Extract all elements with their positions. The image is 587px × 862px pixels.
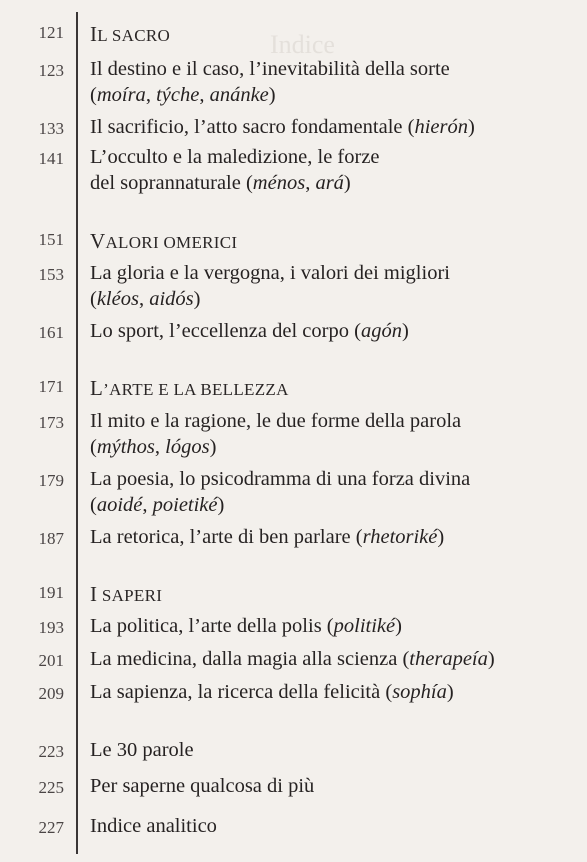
section-initial: I bbox=[90, 22, 98, 46]
section-title bbox=[90, 375, 570, 403]
page-number: 225 bbox=[38, 778, 64, 797]
punct: ( bbox=[90, 288, 97, 310]
term-separator: , bbox=[145, 84, 157, 106]
section-title bbox=[90, 228, 570, 256]
entry-line-1: La politica, l’arte della polis ( bbox=[90, 615, 334, 637]
entry-line-1: La poesia, lo psicodramma di una forza divina bbox=[90, 468, 471, 490]
toc-divider-line bbox=[76, 12, 78, 854]
section-initial: V bbox=[90, 229, 106, 253]
section-title bbox=[90, 21, 570, 49]
greek-term: aoidé bbox=[96, 494, 143, 516]
entry-title bbox=[90, 408, 570, 460]
entry-line-1: Il destino e il caso, l’inevitabilità della sorte bbox=[90, 58, 450, 80]
page-number: 121 bbox=[38, 23, 64, 42]
entry-line-1: Per saperne qualcosa di più bbox=[90, 775, 315, 797]
greek-term: politiké bbox=[333, 615, 396, 637]
page-number: 123 bbox=[38, 61, 64, 80]
punct: ) bbox=[437, 526, 445, 548]
page-number: 133 bbox=[38, 119, 64, 138]
punct: ( bbox=[90, 494, 97, 516]
punct: ) bbox=[268, 84, 276, 106]
punct: ) bbox=[343, 172, 351, 194]
page-number: 209 bbox=[38, 684, 64, 703]
punct: ) bbox=[217, 494, 225, 516]
section-rest: ’ARTE E LA BELLEZZA bbox=[103, 380, 289, 399]
entry-title bbox=[90, 260, 570, 312]
term-separator: , bbox=[199, 84, 210, 106]
greek-term: hierón bbox=[414, 116, 468, 138]
greek-term: anánke bbox=[209, 84, 269, 106]
punct: ) bbox=[193, 288, 201, 310]
greek-term: mýthos bbox=[96, 436, 155, 458]
entry-line-1: La medicina, dalla magia alla scienza ( bbox=[90, 648, 410, 670]
greek-term: moíra bbox=[96, 84, 146, 106]
greek-term: aidós bbox=[149, 288, 194, 310]
greek-term: therapeía bbox=[409, 648, 488, 670]
greek-term: sophía bbox=[392, 681, 447, 703]
punct: ) bbox=[401, 320, 409, 342]
page-number: 173 bbox=[38, 413, 64, 432]
page-number: 179 bbox=[38, 471, 64, 490]
entry-line-1: Lo sport, l’eccellenza del corpo ( bbox=[90, 320, 361, 342]
entry-line-1: La retorica, l’arte di ben parlare ( bbox=[90, 526, 363, 548]
punct: ) bbox=[395, 615, 402, 637]
entry-line-1: L’occulto e la maledizione, le forze bbox=[90, 146, 380, 168]
section-rest: ALORI OMERICI bbox=[105, 233, 238, 252]
page-number: 171 bbox=[38, 377, 64, 396]
entry-title bbox=[90, 318, 570, 344]
page-number: 161 bbox=[38, 323, 64, 342]
entry-line-1: Il sacrificio, l’atto sacro fondamentale ( bbox=[90, 116, 415, 138]
section-rest: L SACRO bbox=[97, 26, 171, 45]
term-separator: , bbox=[305, 172, 316, 194]
entry-title bbox=[90, 679, 570, 705]
entry-line-1: Il mito e la ragione, le due forme della parola bbox=[90, 410, 462, 432]
greek-term: kléos bbox=[96, 288, 139, 310]
page-number: 151 bbox=[38, 230, 64, 249]
punct: ) bbox=[209, 436, 217, 458]
page-number: 193 bbox=[38, 618, 64, 637]
entry-title bbox=[90, 466, 570, 518]
entry-title bbox=[90, 813, 570, 839]
page-number: 201 bbox=[38, 651, 64, 670]
section-title bbox=[90, 581, 570, 609]
greek-term: poietiké bbox=[152, 494, 218, 516]
entry-title bbox=[90, 524, 570, 550]
entry-line-1: La sapienza, la ricerca della felicità ( bbox=[90, 681, 393, 703]
entry-title bbox=[90, 737, 570, 763]
punct: ) bbox=[467, 116, 475, 138]
punct: ) bbox=[487, 648, 495, 670]
entry-title bbox=[90, 773, 570, 799]
term-separator: , bbox=[142, 494, 153, 516]
punct: ( bbox=[90, 436, 97, 458]
greek-term: týche bbox=[156, 84, 200, 106]
entry-line-2: del soprannaturale ( bbox=[90, 172, 253, 194]
greek-term: agón bbox=[360, 320, 402, 342]
page-number: 223 bbox=[38, 742, 64, 761]
page-number: 153 bbox=[38, 265, 64, 284]
greek-term: rhetoriké bbox=[362, 526, 438, 548]
entry-line-1: Indice analitico bbox=[90, 815, 217, 837]
term-separator: , bbox=[138, 288, 150, 310]
greek-term: ará bbox=[315, 172, 344, 194]
entry-title bbox=[90, 613, 570, 639]
punct: ) bbox=[446, 681, 454, 703]
section-initial: L bbox=[90, 376, 104, 400]
page-number: 227 bbox=[38, 818, 64, 837]
entry-line-1: La gloria e la vergogna, i valori dei migliori bbox=[90, 262, 450, 284]
greek-term: lógos bbox=[165, 436, 210, 458]
page-number: 141 bbox=[38, 149, 64, 168]
section-initial: I bbox=[90, 582, 98, 606]
entry-title bbox=[90, 114, 570, 140]
term-separator: , bbox=[154, 436, 166, 458]
page-number: 187 bbox=[38, 529, 64, 548]
section-rest: SAPERI bbox=[97, 586, 163, 605]
bleed-through-title: Indice bbox=[270, 30, 335, 59]
page-number: 191 bbox=[38, 583, 64, 602]
greek-term: ménos bbox=[252, 172, 306, 194]
punct: ( bbox=[90, 84, 97, 106]
entry-title bbox=[90, 56, 570, 108]
entry-line-1: Le 30 parole bbox=[90, 739, 194, 761]
entry-title bbox=[90, 144, 570, 196]
entry-title bbox=[90, 646, 570, 672]
